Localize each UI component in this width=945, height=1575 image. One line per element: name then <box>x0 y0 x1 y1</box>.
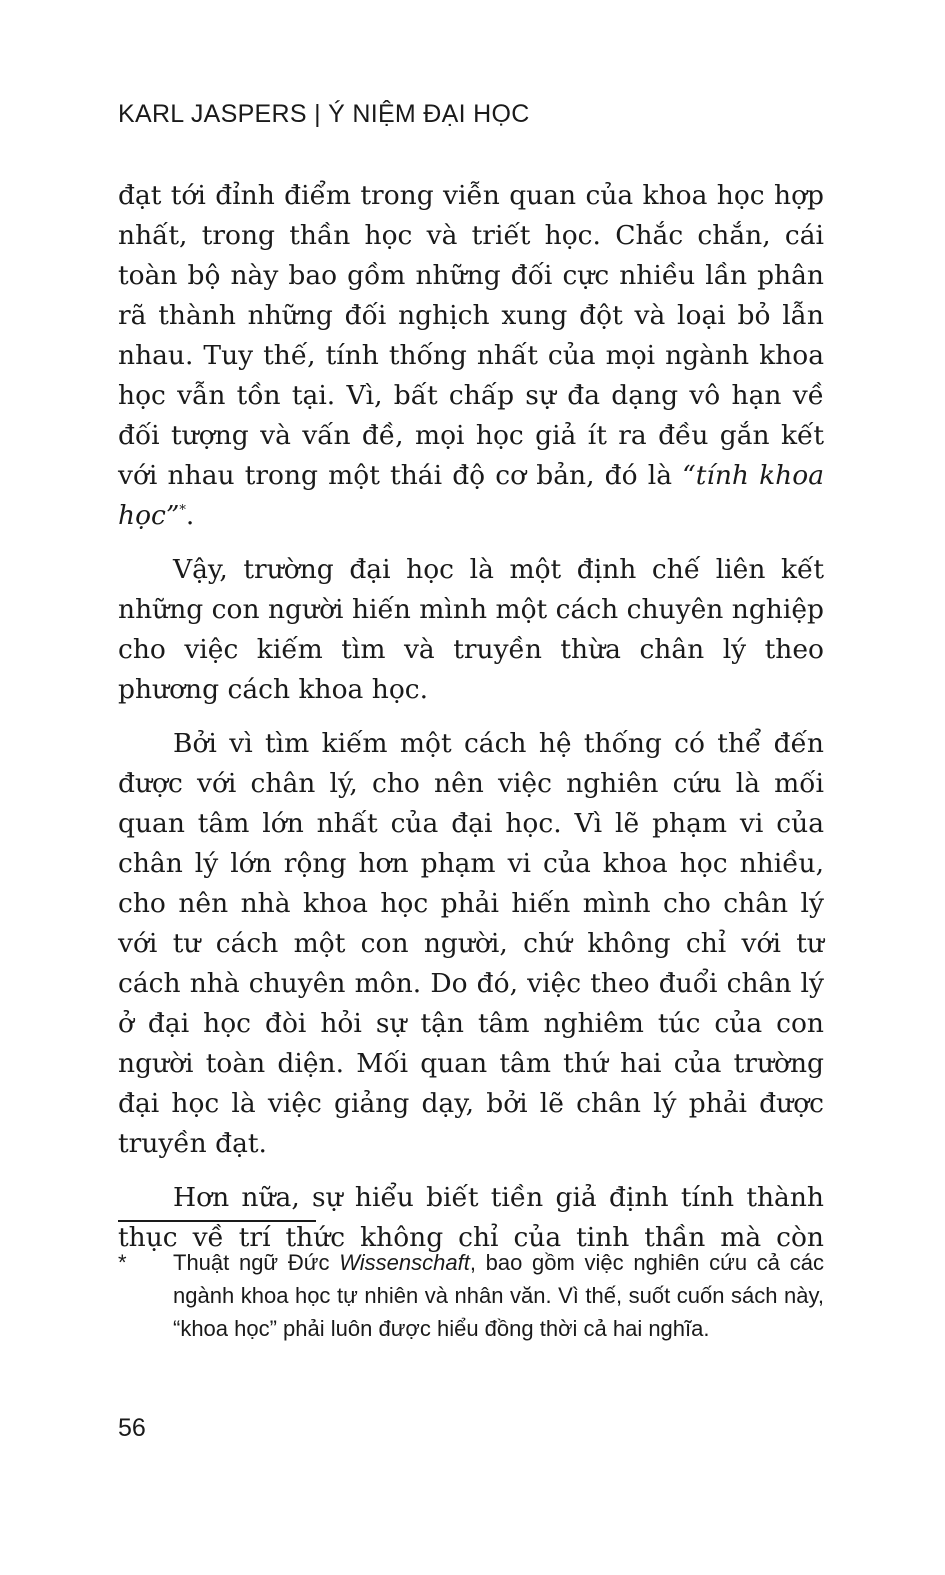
paragraph-3: Bởi vì tìm kiếm một cách hệ thống có thể đến được với chân lý, cho nên việc nghiên cứu là mối quan tâm lớn nhất của đại học. Vì lẽ phạm vi của chân lý lớn rộng hơn phạm vi của khoa học nhiều, cho nên nhà khoa học phải hiến mình cho chân lý với tư cách một con người, chứ không chỉ với tư cách nhà chuyên môn. Do đó, việc theo đuổi chân lý ở đại học đòi hỏi sự tận tâm nghiêm túc của con người toàn diện. Mối quan tâm thứ hai của trường đại học là việc giảng dạy, bởi lẽ chân lý phải được truyền đạt. <box>118 728 824 1159</box>
paragraph-1-text: đạt tới đỉnh điểm trong viễn quan của khoa học hợp nhất, trong thần học và triết học. Chắc chắn, cái toàn bộ này bao gồm những đối cực nhiều lần phân rã thành những đối nghịch xung đột và loại bỏ lẫn nhau. Tuy thế, tính thống nhất của mọi ngành khoa học vẫn tồn tại. Vì, bất chấp sự đa dạng vô hạn về đối tượng và vấn đề, mọi học giả ít ra đều gắn kết với nhau trong một thái độ cơ bản, đó là <box>118 180 824 491</box>
page-number: 56 <box>118 1414 146 1442</box>
footnote-text-rest: , bao gồm việc nghiên cứu cả các ngành khoa học tự nhiên và nhân văn. Vì thế, suốt cuốn sách này, “khoa học” phải luôn được hiểu đồng thời cả hai nghĩa. <box>173 1250 824 1341</box>
paragraph-4: Hơn nữa, sự hiểu biết tiền giả định tính thành thục về trí thức không chỉ của tinh thần mà còn <box>118 1182 824 1253</box>
running-header: KARL JASPERS | Ý NIỆM ĐẠI HỌC <box>118 100 530 128</box>
footnote <box>118 1246 824 1345</box>
paragraph-1 <box>118 176 824 536</box>
footnote-text <box>173 1246 824 1345</box>
main-text <box>118 176 824 1272</box>
footnote-divider <box>118 1220 316 1222</box>
footnote-text-start: Thuật ngữ Đức <box>173 1250 340 1275</box>
footnote-reference: * <box>179 503 186 519</box>
paragraph-1-end: . <box>185 500 195 531</box>
paragraph-2: Vậy, trường đại học là một định chế liên kết những con người hiến mình một cách chuyên nghiệp cho việc kiếm tìm và truyền thừa chân lý theo phương cách khoa học. <box>118 554 824 705</box>
emphasis-scientific-attitude: “tính khoa học” <box>118 460 824 531</box>
footnote-marker: * <box>118 1250 127 1275</box>
footnote-term-wissenschaft: Wissenschaft <box>339 1250 470 1275</box>
